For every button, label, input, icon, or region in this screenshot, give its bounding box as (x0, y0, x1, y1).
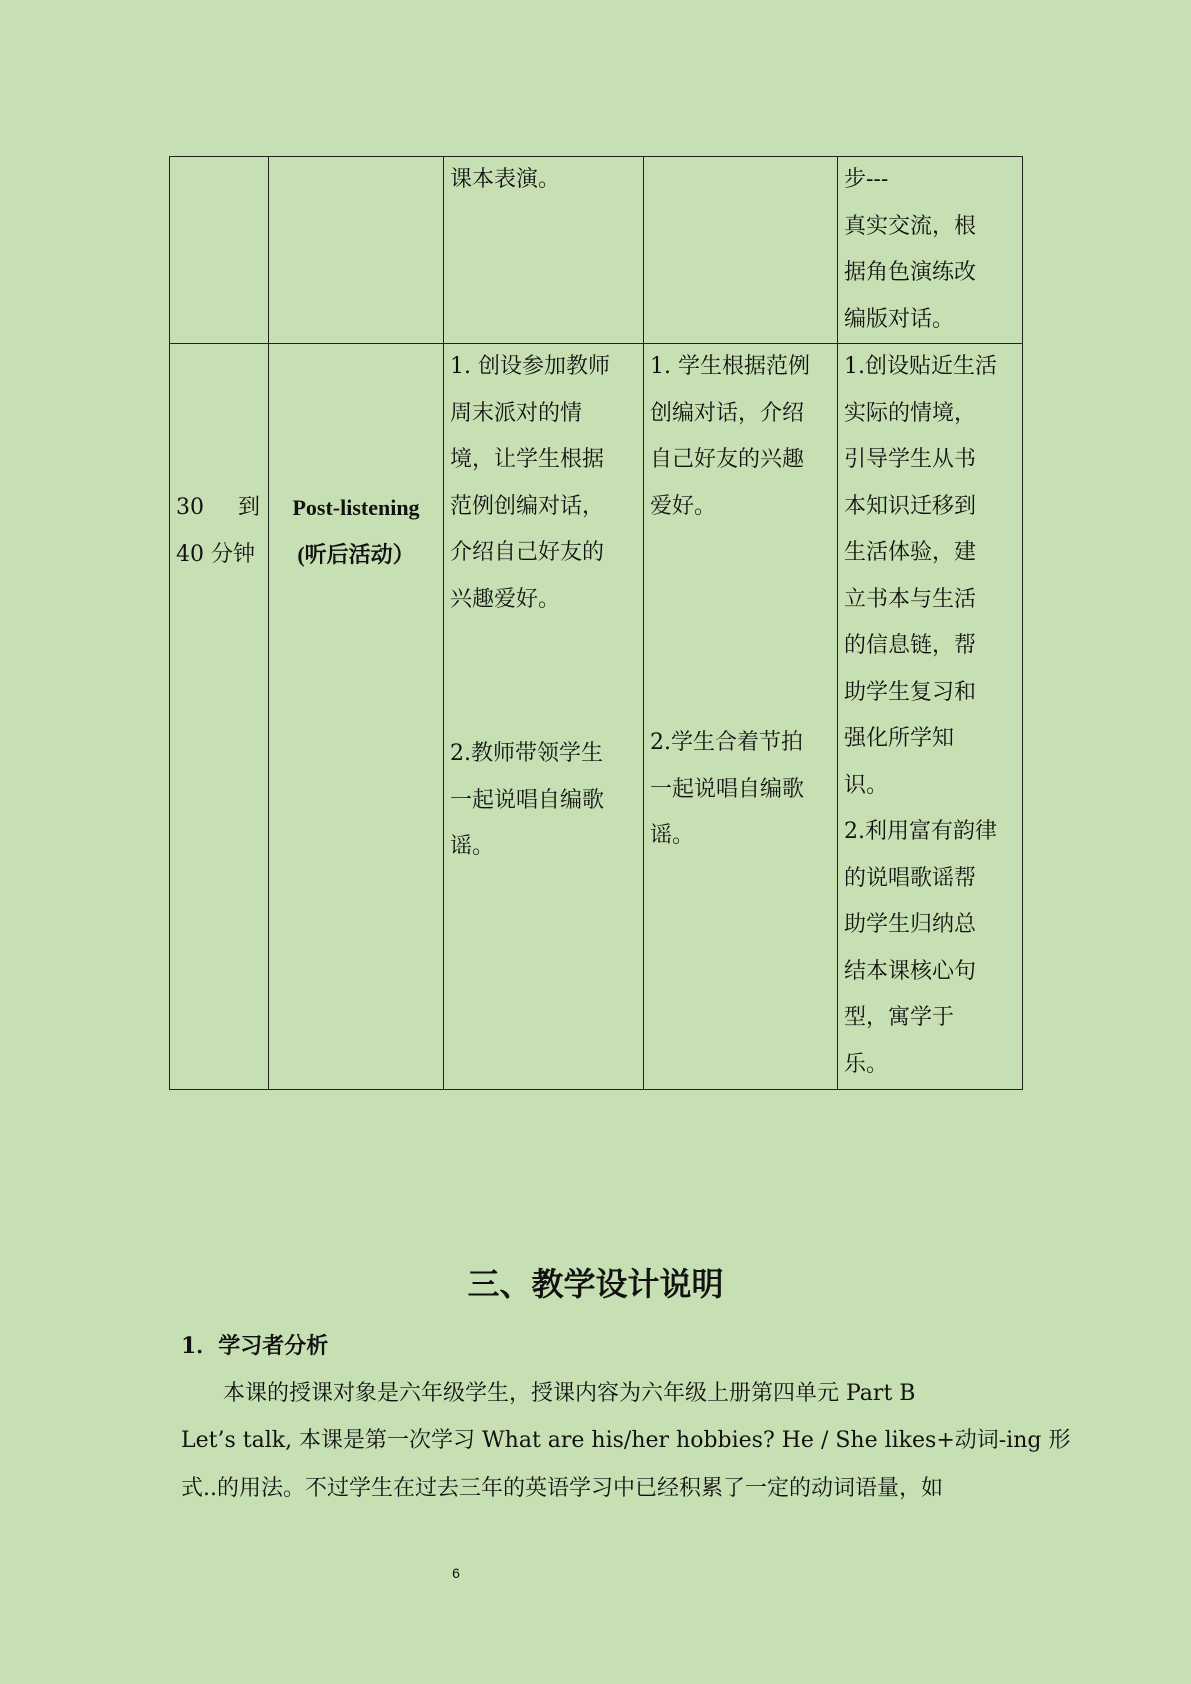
section-title: 三、教学设计说明 (467, 1265, 724, 1303)
cell-line: 兴趣爱好。 (450, 586, 561, 612)
cell-line: 立书本与生活 (844, 586, 977, 612)
stage-name: Post-listening (292, 495, 420, 520)
cell-line: 2.学生合着节拍 (650, 730, 803, 755)
table-row-post-listening (170, 344, 1023, 1090)
cell-line: 谣。 (650, 823, 695, 848)
cell-line: 步--- (844, 167, 889, 192)
design-purpose-cell (838, 157, 1023, 344)
time-cell (170, 344, 269, 1090)
cell-line: 周末派对的情 (450, 400, 583, 426)
cell-line: 真实交流，根 (844, 213, 977, 239)
cell-line: 自己好友的兴趣 (650, 447, 805, 472)
lesson-procedure-table (169, 156, 1023, 1090)
cell-line: 2.利用富有韵律 (844, 819, 997, 844)
cell-line: 爱好。 (650, 493, 717, 519)
time-to: 到 (237, 495, 260, 520)
stage-cell (269, 157, 444, 344)
cell-line: 助学生复习和 (844, 679, 977, 705)
time-start: 30 (176, 495, 204, 520)
cell-line: 谣。 (450, 834, 495, 859)
cell-line: 编版对话。 (844, 306, 955, 332)
stage-name-cn: (听后活动） (297, 541, 415, 567)
cell-line: 生活体验，建 (844, 540, 977, 565)
cell-line: 境，让学生根据 (450, 447, 605, 472)
cell-line: 创编对话，介绍 (650, 400, 805, 426)
student-activity-cell (644, 157, 838, 344)
cell-line: 识。 (844, 772, 889, 798)
time-cell (170, 157, 269, 344)
cell-line: 实际的情境， (844, 400, 977, 426)
cell-line: 范例创编对话， (450, 493, 605, 519)
cell-line: 1.创设贴近生活 (844, 354, 997, 379)
cell-line: 型，寓学于 (844, 1005, 955, 1030)
learner-analysis-heading: 1．学习者分析 (181, 1333, 329, 1359)
cell-line: 据角色演练改 (844, 260, 977, 285)
student-activity-cell (644, 344, 838, 1090)
cell-line: 强化所学知 (844, 726, 955, 751)
cell-line: 2.教师带领学生 (450, 741, 603, 766)
design-purpose-cell (838, 344, 1023, 1090)
teacher-activity-cell (444, 344, 644, 1090)
cell-line: 结本课核心句 (844, 958, 977, 984)
spacer (650, 530, 831, 720)
time-range (176, 485, 262, 532)
stage-cell (269, 344, 444, 1090)
table-row-continued (170, 157, 1023, 344)
paragraph-line: 本课的授课对象是六年级学生，授课内容为六年级上册第四单元 Part B (223, 1381, 916, 1406)
page-number: 6 (452, 1565, 460, 1581)
cell-line: 的信息链，帮 (844, 633, 977, 658)
teacher-activity-cell (444, 157, 644, 344)
cell-line: 一起说唱自编歌 (650, 776, 805, 802)
cell-line: 乐。 (844, 1051, 889, 1077)
cell-line: 的说唱歌谣帮 (844, 865, 977, 891)
paragraph-line: Let’s talk, 本课是第一次学习 What are his/her hobbies? He / She likes+动词-ing 形 (181, 1428, 1071, 1453)
paragraph-line: 式..的用法。不过学生在过去三年的英语学习中已经积累了一定的动词语量，如 (181, 1476, 943, 1501)
cell-line: 一起说唱自编歌 (450, 787, 605, 813)
cell-line: 助学生归纳总 (844, 912, 977, 937)
spacer (450, 623, 637, 731)
cell-line: 1. 学生根据范例 (650, 354, 810, 379)
cell-line: 引导学生从书 (844, 447, 977, 472)
cell-line: 1. 创设参加教师 (450, 354, 610, 379)
time-end: 40 分钟 (176, 541, 255, 567)
cell-line: 本知识迁移到 (844, 493, 977, 519)
cell-line: 介绍自己好友的 (450, 540, 605, 565)
cell-line: 课本表演。 (450, 167, 561, 192)
